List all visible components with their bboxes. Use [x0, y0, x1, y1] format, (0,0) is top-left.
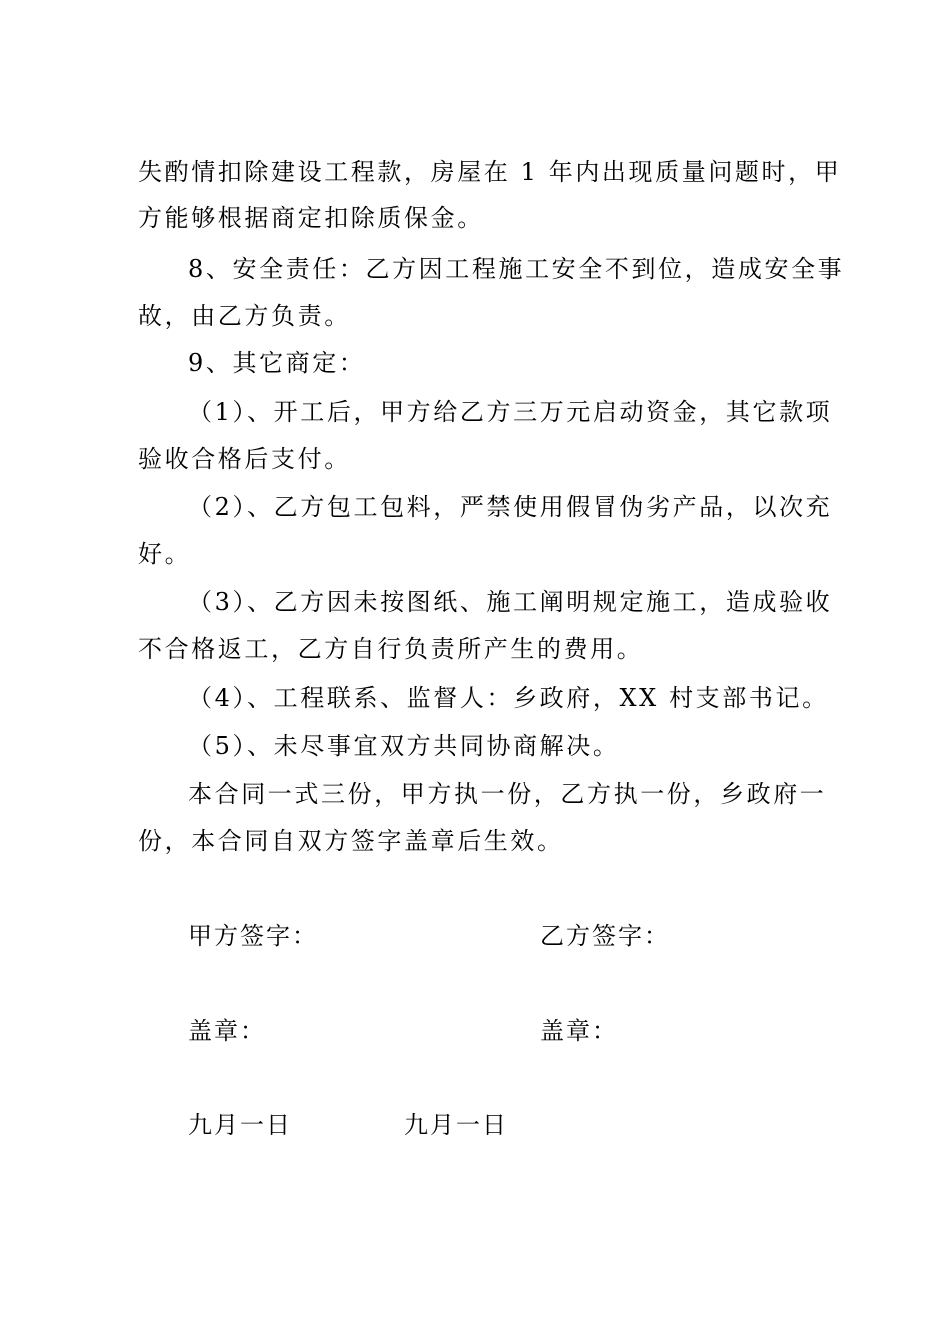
text-line: 失酌情扣除建设工程款，房屋在 1 年内出现质量问题时，甲: [138, 158, 842, 186]
party-a-signature-label: 甲方签字：: [188, 922, 318, 950]
party-b-date: 九月一日: [404, 1111, 508, 1139]
text-line: 方能够根据商定扣除质保金。: [138, 204, 484, 232]
sub-clause-5: （5）、未尽事宜双方共同协商解决。: [188, 732, 620, 760]
closing-paragraph: 本合同一式三份，甲方执一份，乙方执一份，乡政府一: [188, 780, 827, 808]
sub-clause-1: （1）、开工后，甲方给乙方三万元启动资金，其它款项: [188, 398, 833, 426]
sub-clause-3: （3）、乙方因未按图纸、施工阐明规定施工，造成验收: [188, 588, 833, 616]
party-a-seal-label: 盖章：: [188, 1017, 266, 1045]
party-b-signature-label: 乙方签字：: [540, 922, 670, 950]
clause-9-heading: 9、其它商定：: [188, 349, 366, 377]
text-line: 份，本合同自双方签字盖章后生效。: [138, 827, 564, 855]
clause-8-heading: 8、安全责任：乙方因工程施工安全不到位，造成安全事: [188, 255, 845, 283]
sub-clause-4: （4）、工程联系、监督人：乡政府，XX 村支部书记。: [188, 684, 829, 712]
text-line: 故，由乙方负责。: [138, 302, 351, 330]
party-b-seal-label: 盖章：: [540, 1017, 618, 1045]
party-a-date: 九月一日: [188, 1111, 292, 1139]
text-line: 不合格返工，乙方自行负责所产生的费用。: [138, 635, 644, 663]
sub-clause-2: （2）、乙方包工包料，严禁使用假冒伪劣产品，以次充: [188, 493, 833, 521]
text-line: 好。: [138, 540, 192, 568]
text-line: 验收合格后支付。: [138, 445, 351, 473]
